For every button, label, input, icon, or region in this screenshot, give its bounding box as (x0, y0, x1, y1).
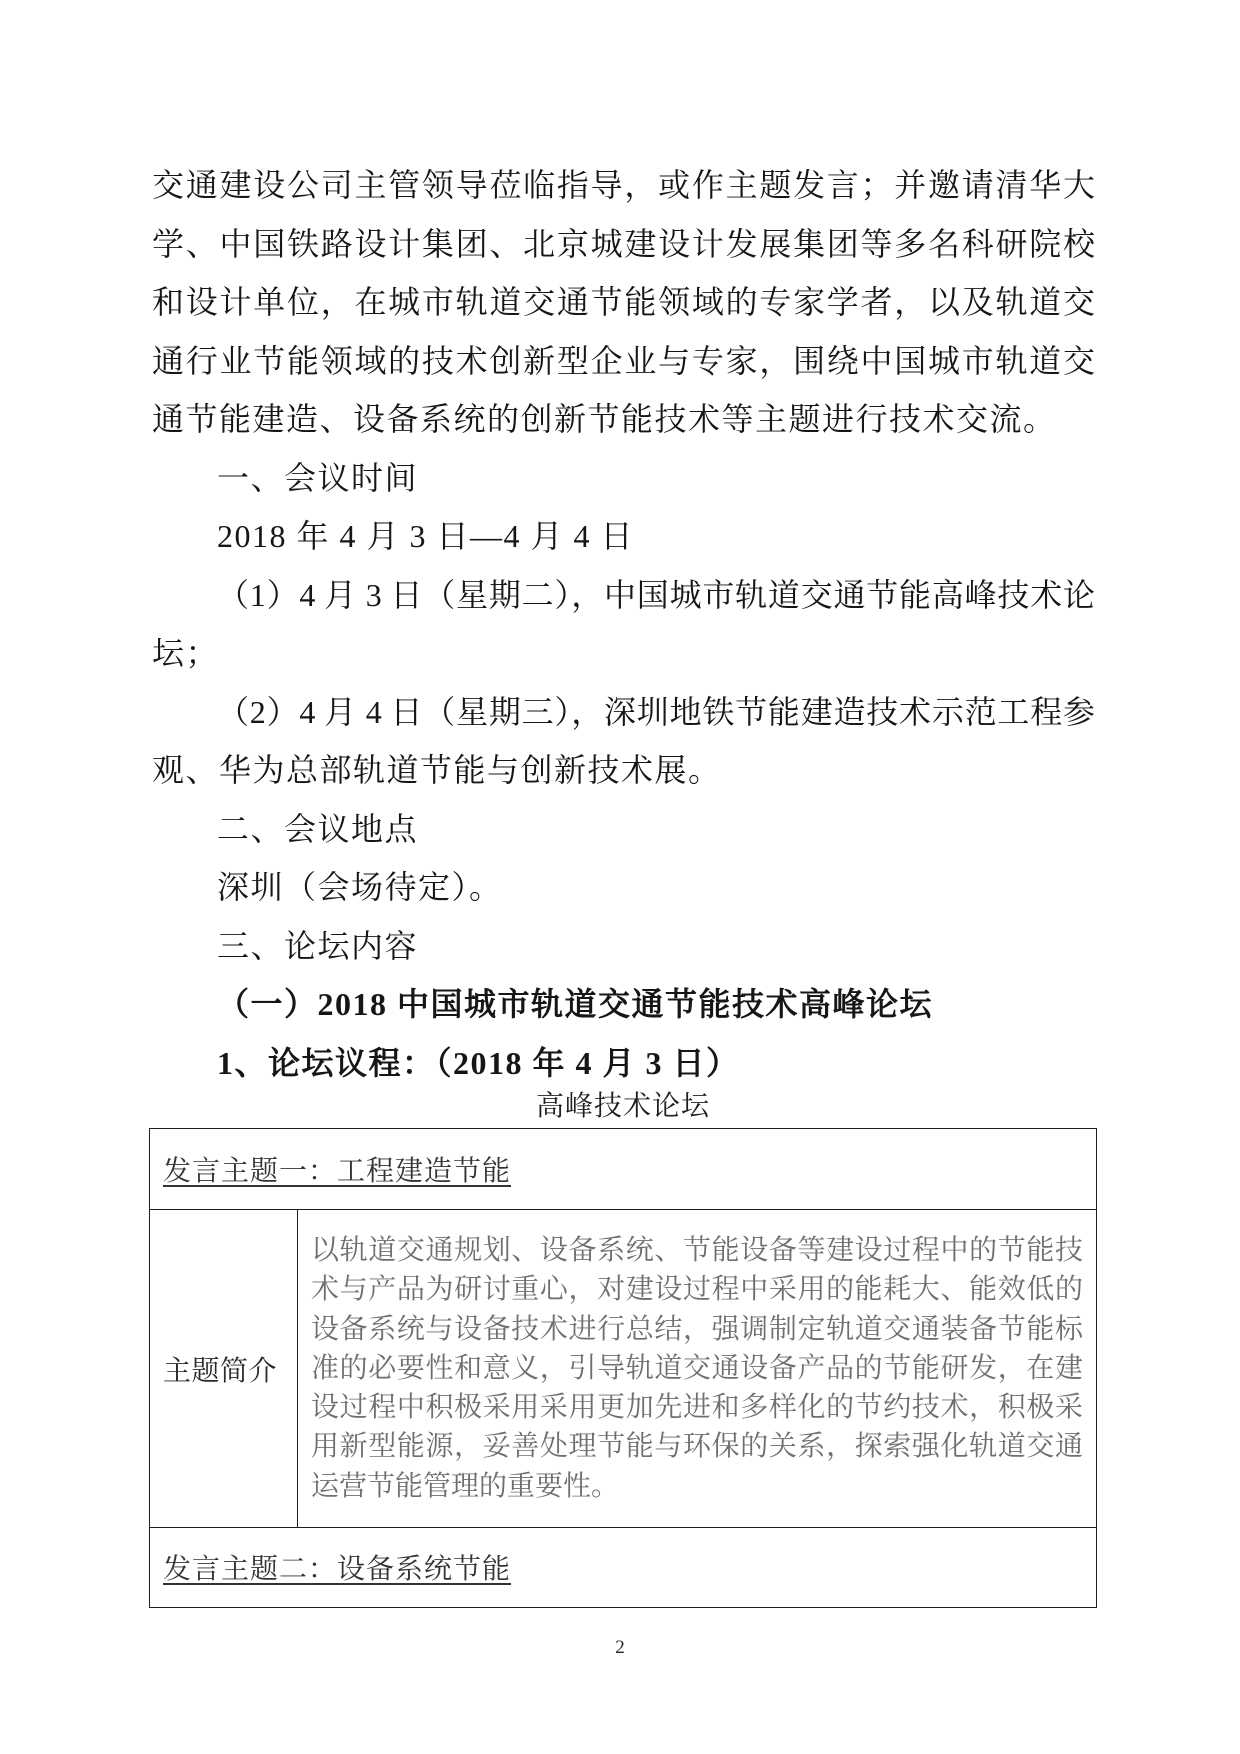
forum-topics-table (149, 1128, 1097, 1608)
page-number: 2 (615, 1637, 625, 1658)
topic-1-title: 发言主题一：工程建造节能 (163, 1156, 512, 1187)
summary-row (150, 1210, 1096, 1528)
schedule-item-1-continuation: 坛； (152, 635, 220, 671)
summary-line: 运营节能管理的重要性。 (311, 1470, 620, 1502)
summary-line: 准的必要性和意义，引导轨道交通设备产品的节能研发，在建 (311, 1352, 1083, 1384)
meeting-place-text: 深圳（会场待定）。 (217, 869, 503, 905)
intro-line: 通行业节能领域的技术创新型企业与专家，围绕中国城市轨道交 (152, 342, 1095, 379)
intro-line: 通节能建造、设备系统的创新节能技术等主题进行技术交流。 (152, 401, 1057, 437)
summary-line: 术与产品为研讨重心，对建设过程中采用的能耗大、能效低的 (311, 1274, 1083, 1306)
meeting-dates: 2018 年 4 月 3 日—4 月 4 日 (217, 518, 635, 554)
document-body (152, 156, 1095, 1092)
schedule-item-1: （1）4 月 3 日（星期二），中国城市轨道交通节能高峰技术论 (217, 576, 1095, 613)
summary-line: 设过程中积极采用采用更加先进和多样化的节约技术，积极采 (311, 1392, 1083, 1424)
schedule-item-2: （2）4 月 4 日（星期三），深圳地铁节能建造技术示范工程参 (217, 693, 1095, 730)
topic-row-2 (150, 1528, 1096, 1606)
intro-line: 和设计单位，在城市轨道交通节能领域的专家学者，以及轨道交 (152, 284, 1095, 320)
summary-line: 以轨道交通规划、设备系统、节能设备等建设过程中的节能技 (311, 1234, 1083, 1266)
forum-subheading: （一）2018 中国城市轨道交通节能技术高峰论坛 (217, 986, 934, 1022)
intro-line: 交通建设公司主管领导莅临指导，或作主题发言；并邀请清华大 (152, 167, 1095, 203)
topic-row-1 (150, 1129, 1096, 1210)
summary-text-cell (298, 1210, 1096, 1527)
agenda-title: 1、论坛议程：（2018 年 4 月 3 日） (217, 1044, 740, 1081)
summary-line: 设备系统与设备技术进行总结，强调制定轨道交通装备节能标 (311, 1313, 1083, 1345)
summary-line: 用新型能源，妥善处理节能与环保的关系，探索强化轨道交通 (311, 1431, 1083, 1463)
section-heading-meeting-time: 一、会议时间 (217, 459, 419, 496)
schedule-item-2-continuation: 观、华为总部轨道节能与创新技术展。 (152, 752, 722, 788)
topic-2-title: 发言主题二：设备系统节能 (163, 1554, 512, 1585)
section-heading-meeting-place: 二、会议地点 (217, 810, 419, 847)
summary-label-cell (150, 1210, 298, 1527)
table-caption: 高峰技术论坛 (535, 1091, 710, 1122)
section-heading-forum-content: 三、论坛内容 (217, 927, 419, 964)
summary-label: 主题简介 (163, 1355, 278, 1387)
intro-line: 学、中国铁路设计集团、北京城建设计发展集团等多名科研院校 (152, 225, 1095, 262)
